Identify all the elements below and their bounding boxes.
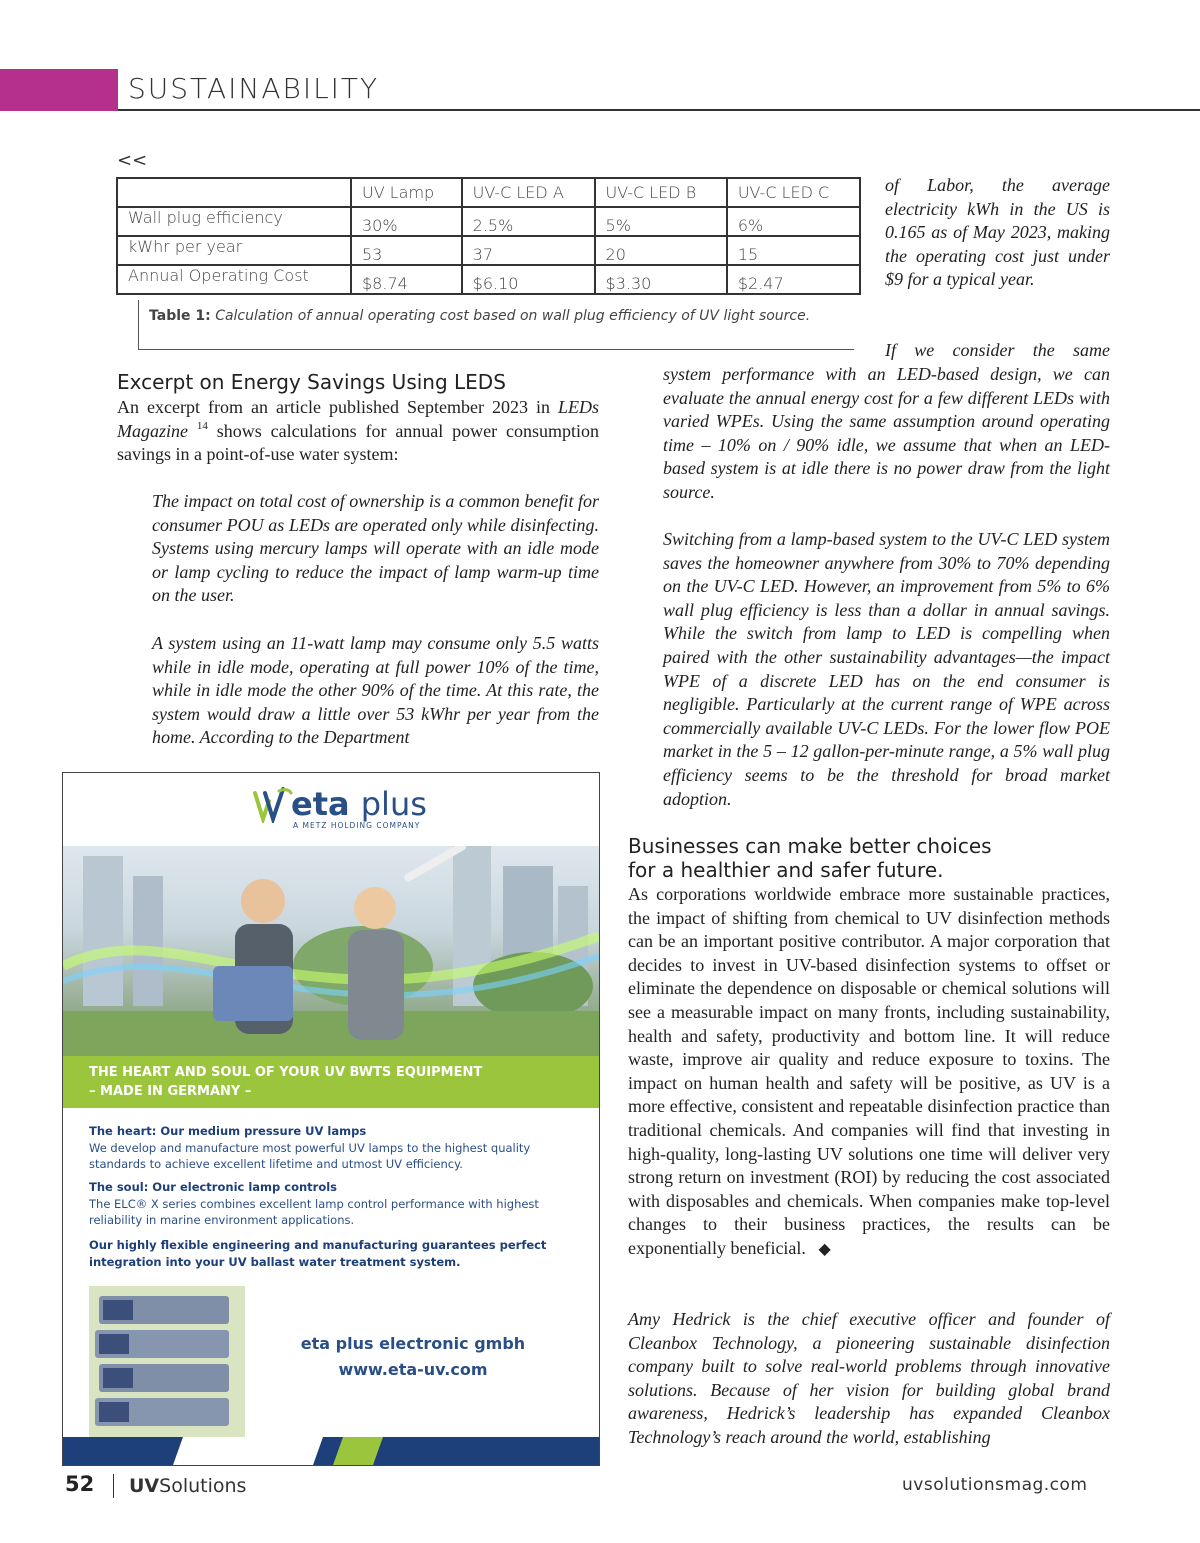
back-marker: << (117, 150, 148, 171)
magazine-title-bold: UV (129, 1475, 160, 1497)
business-heading (628, 834, 1110, 882)
table-row (117, 236, 860, 265)
operating-cost-table (116, 177, 861, 295)
logo-main: eta (291, 785, 350, 823)
row-label: Annual Operating Cost (117, 265, 351, 294)
table-cell: $8.74 (351, 265, 462, 294)
reference-number: 14 (196, 419, 208, 432)
end-of-article-icon: ◆ (818, 1240, 831, 1258)
table-cell: 15 (727, 236, 860, 265)
row-label: Wall plug efficiency (117, 207, 351, 236)
business-heading-line-2: for a healthier and safer future. (628, 858, 944, 882)
table-cell: 2.5% (462, 207, 595, 236)
quote-paragraph-2: A system using an 11-watt lamp may consume only 5.5 watts while in idle mode, operating at full power 10% of the time, while in idle mode the other 90% of the time. At this rate, the system would draw a little over 53 kWhr per year from the home. According to the Department (152, 633, 599, 748)
table-cell: 20 (595, 236, 727, 265)
table-cell: 5% (595, 207, 727, 236)
ad-soul-section (89, 1179, 579, 1229)
intro-text: An excerpt from an article published September 2023 in (117, 397, 550, 417)
logo-plus: plus (360, 785, 427, 823)
soul-title: The soul: Our electronic lamp controls (89, 1180, 338, 1194)
caption-label: Table 1: (149, 308, 211, 324)
business-body (628, 883, 1110, 1262)
table-header-cell: UV Lamp (351, 178, 462, 207)
table-row (117, 265, 860, 294)
eta-plus-advertisement (62, 772, 600, 1466)
quote-paragraph-1: The impact on total cost of ownership is a common benefit for consumer POU as LEDs are operated only while disinfecting. Systems using mercury lamps will operate with an idle mode or lamp cycling to reduce the impact of lamp warm-up time on the user. (152, 491, 599, 606)
soul-body: The ELC® X series combines excellent lamp control performance with highest reliability in marine environment applications. (89, 1196, 539, 1227)
table-cell: 30% (351, 207, 462, 236)
stacked-controllers-illustration (89, 1286, 245, 1450)
magazine-name: LEDs Magazine (117, 397, 599, 441)
table-header-cell: UV-C LED C (727, 178, 860, 207)
right-paragraph-3: Switching from a lamp-based system to the UV-C LED system saves the homeowner anywhere from 30% to 70% depending on the UV-C LED. However, an improvement from 5% to 6% wall plug efficiency is less than a dollar in annual savings. While the switch from lamp to LED is compelling when paired with the other sustainability advantages—the impact WPE of a discrete LED has on the end consumer is negligible. Particularly at the current range of WPE across commercially available UV-C LEDs. For the lower flow POE market in the 5 – 12 gallon-per-minute range, a 5% wall plug efficiency seems to be the threshold for broad market adoption. (663, 529, 1110, 809)
ad-footer-band (63, 1437, 599, 1465)
table-header-cell (117, 178, 351, 207)
table-cell: 6% (727, 207, 860, 236)
business-heading-line-1: Businesses can make better choices (628, 834, 992, 858)
ad-company-name: eta plus electronic gmbh (300, 1334, 526, 1353)
ad-website-link[interactable]: www.eta-uv.com (338, 1360, 488, 1379)
section-title: SUSTAINABILITY (128, 72, 380, 105)
city-park-illustration (63, 846, 599, 1056)
ad-photo-two-women-holding-uv-equipment (63, 846, 599, 1056)
ad-guarantee: Our highly flexible engineering and manufacturing guarantees perfect integration into your UV ballast water treatment system. (89, 1238, 547, 1269)
heart-body: We develop and manufacture most powerful UV lamps to the highest quality standards to achieve excellent lifetime and utmost UV efficiency. (89, 1140, 531, 1171)
right-column-continuation: of Labor, the average electricity kWh in the US is 0.165 as of May 2023, making the operating cost just under $9 for a typical year. (885, 175, 1110, 290)
table-cell: 53 (351, 236, 462, 265)
table-row (117, 207, 860, 236)
business-body-text: As corporations worldwide embrace more sustainable practices, the impact of shifting from chemical to UV disinfection methods can be an important positive contributor. A major corporation that decides to invest in UV-based disinfection systems to offset or eliminate the dependence on disposable or chemical solutions will see a measurable impact on many fronts, including sustainability, health and safety, productivity and bottom line. It will reduce waste, improve air quality and reduce exposure to toxins. The impact on human health and safety will be positive, as UV is a more effective, consistent and repeatable disinfection practice than traditional chemicals. And companies will find that investing in high-quality, long-lasting UV solutions one time will deliver very strong return on investment (ROI) by reducing the cost associated with disposables and chemicals. When companies make top-level changes to their business practices, the results can be exponentially beneficial. (628, 884, 1110, 1258)
excerpt-heading: Excerpt on Energy Savings Using LEDS (117, 370, 506, 394)
ad-footer-stripes (63, 1437, 599, 1465)
ad-logo-subtitle: A METZ HOLDING COMPANY (293, 821, 421, 830)
magazine-title-rest: Solutions (159, 1475, 247, 1497)
caption-text: Calculation of annual operating cost based on wall plug efficiency of UV light source. (215, 308, 811, 324)
table-cell: $6.10 (462, 265, 595, 294)
table-header-cell: UV-C LED A (462, 178, 595, 207)
table-cell: $3.30 (595, 265, 727, 294)
ad-banner-text (89, 1063, 589, 1101)
author-bio: Amy Hedrick is the chief executive officer and founder of Cleanbox Technology, a pioneering sustainable disinfection company built to solve real-world problems through innovative solutions. Because of her vision for building global brand awareness, Hedrick’s leadership has expanded Cleanbox Technology’s reach around the world, establishing (628, 1309, 1110, 1447)
excerpt-intro (117, 396, 599, 467)
header-rule (118, 109, 1200, 111)
ad-product-image-lamp-controls (89, 1286, 245, 1450)
table-header-cell: UV-C LED B (595, 178, 727, 207)
banner-line-1: THE HEART AND SOUL OF YOUR UV BWTS EQUIPMENT (89, 1065, 483, 1080)
ad-company-block (293, 1331, 533, 1383)
ad-logo-wordmark (291, 785, 427, 823)
ad-heart-section (89, 1123, 579, 1173)
table-header-row (117, 178, 860, 207)
banner-line-2: – MADE IN GERMANY – (89, 1084, 252, 1099)
heart-title: The heart: Our medium pressure UV lamps (89, 1124, 367, 1138)
page-number: 52 (65, 1472, 95, 1496)
right-paragraph-start: If we consider the same (885, 340, 1110, 360)
section-color-bar (0, 69, 118, 111)
table-cell: 37 (462, 236, 595, 265)
magazine-title (129, 1475, 246, 1497)
magazine-url[interactable]: uvsolutionsmag.com (902, 1475, 1088, 1495)
right-paragraph-2: system performance with an LED-based design, we can evaluate the annual energy cost for a few different LEDs with varied WPEs. Using the same assumption around operating time – 10% on / 90% idle, we assume that when an LED-based system is at idle there is no power draw from the light source. (663, 364, 1110, 502)
eta-plus-logo-icon (253, 787, 293, 823)
footer-separator (113, 1474, 114, 1498)
table-cell: $2.47 (727, 265, 860, 294)
table-caption (138, 300, 854, 350)
row-label: kWhr per year (117, 236, 351, 265)
intro-text-end: shows calculations for annual power consumption savings in a point-of-use water system: (117, 420, 600, 465)
